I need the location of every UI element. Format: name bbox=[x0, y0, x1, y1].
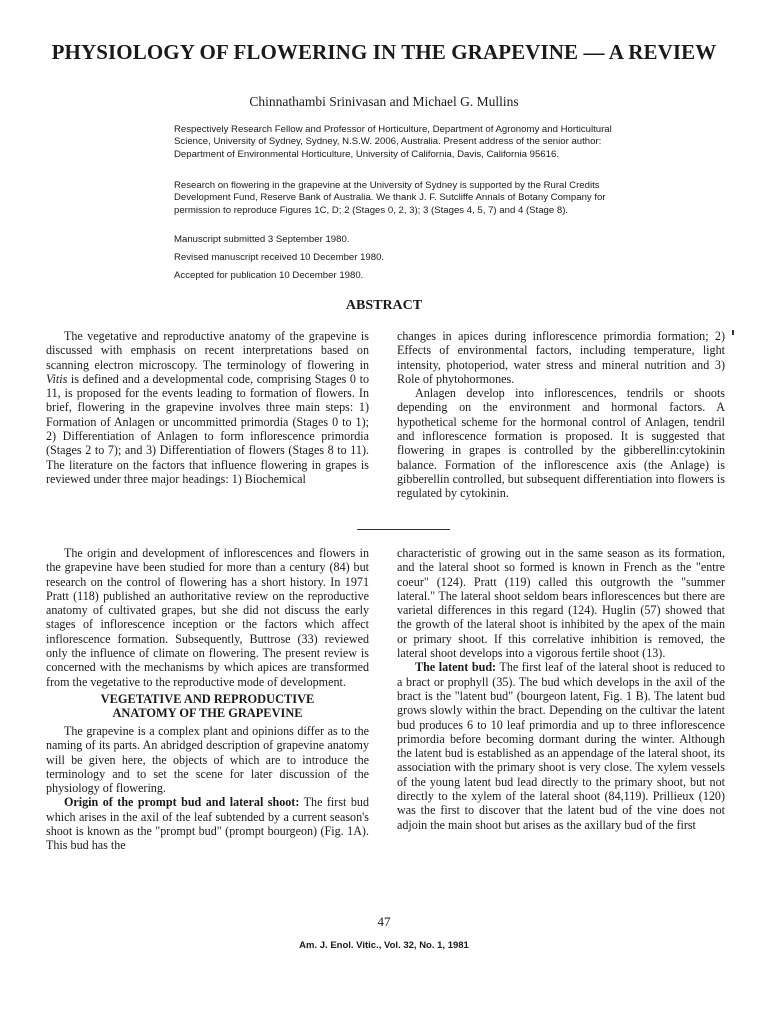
date-revised: Revised manuscript received 10 December 1980. bbox=[174, 252, 385, 263]
abstract-p1-part-b: is defined and a developmental code, comprising Stages 0 to 11, is proposed for the events leading to formation of flowers. In brief, flowering in the grapevine involves three main steps: 1) Formation of Anlagen or uncommitted primordia (Stages 0 to 1); 2) Differentiation of Anlagen to form inflorescence primordia (Stages 2 to 7); and 3) Differentiation of flowers (Stages 8 to 11). The literature on the factors that influence flowering in grapes is reviewed under three major headings: 1) Biochemical bbox=[46, 371, 369, 486]
acknowledgement-note bbox=[174, 180, 620, 217]
body-paragraph-prompt-bud bbox=[46, 795, 369, 852]
date-accepted: Accepted for publication 10 December 1980. bbox=[174, 270, 364, 281]
body-paragraph-anatomy: The grapevine is a complex plant and opinions differ as to the naming of its parts. An abridged description of grapevine anatomy will be given here, the objects of which are to introduce the terminology and to set the scene for later discussion of the physiology of flowering. bbox=[46, 723, 369, 796]
affiliation-note bbox=[174, 124, 620, 161]
prompt-bud-text: The first bud which arises in the axil of the leaf subtended by a current season's shoot is known as the "prompt bud" (prompt bourgeon) (Fig. 1A). This bud has the bbox=[46, 795, 370, 853]
section-heading-line-2: ANATOMY OF THE GRAPEVINE bbox=[112, 705, 303, 720]
journal-footer: Am. J. Enol. Vitic., Vol. 32, No. 1, 1981 bbox=[299, 940, 469, 951]
abstract-p1-italic: Vitis bbox=[46, 371, 68, 386]
abstract-divider bbox=[357, 529, 450, 530]
paper-title: PHYSIOLOGY OF FLOWERING IN THE GRAPEVINE — A REVIEW bbox=[51, 40, 717, 64]
abstract-paragraph-3: Anlagen develop into inflorescences, tendrils or shoots depending on the environment and hormonal factors. A hypothetical scheme for the hormonal control of Anlagen, tendril and inflorescence formation is proposed. It is suggested that flowering in grapes is controlled by the gibberellin:cytokinin balance. Formation of the inflorescence axis (the Anlage) is gibberellin controlled, but subsequent differentiation into flowers is regulated by cytokinin. bbox=[397, 386, 725, 501]
section-heading-line-1: VEGETATIVE AND REPRODUCTIVE bbox=[100, 691, 315, 706]
subheading-prompt-bud: Origin of the prompt bud and lateral shoot: bbox=[64, 795, 300, 810]
abstract-left-column bbox=[46, 329, 369, 486]
date-submitted: Manuscript submitted 3 September 1980. bbox=[174, 234, 350, 245]
body-paragraph-latent-bud bbox=[397, 660, 725, 832]
abstract-right-column bbox=[397, 329, 725, 501]
body-left-column bbox=[46, 546, 369, 853]
abstract-paragraph-2: changes in apices during inflorescence primordia formation; 2) Effects of environmental factors, including temperature, light intensity, photoperiod, water stress and mineral nutrition and 3) Role of phytohormones. bbox=[397, 329, 725, 386]
margin-tick bbox=[732, 330, 734, 335]
subheading-latent-bud: The latent bud: bbox=[415, 660, 497, 675]
abstract-paragraph-1 bbox=[46, 329, 369, 486]
latent-bud-text: The first leaf of the lateral shoot is reduced to a bract or prophyll (35). The bud which develops in the axil of the bract is the "latent bud" (bourgeon latent, Fig. 1 B). The latent bud grows slowly within the bract. Depending on the cultivar the latent bud produces 6 to 10 leaf primordia and up to three inflorescence primordia before becoming dormant during the winter. Although the latent bud is established as an appendage of the lateral shoot, its association with the primary shoot is very close. The xylem vessels of the young latent bud lead directly to the primary shoot, but not directly to the xylem of the lateral shoot (84,119). Prillieux (120) was the first to discover that the latent bud of the vine does not adjoin the main shoot but arises as the axillary bud of the first bbox=[397, 660, 726, 832]
authors: Chinnathambi Srinivasan and Michael G. Mullins bbox=[249, 94, 519, 109]
body-paragraph-intro: The origin and development of inflorescences and flowers in the grapevine have been studied for more than a century (84) but research on the control of flowering has a short history. In 1971 Pratt (118) published an authoritative review on the reproductive anatomy of cultivated grapes, but she did not discuss the early stages of inflorescence inception or the factors which affect inflorescence formation. Subsequently, Buttrose (33) reviewed only the influence of climate on flowering. The present review is concerned with the mechanisms by which apices are transformed from the vegetative to the reproductive mode of development. bbox=[46, 546, 369, 689]
page-number: 47 bbox=[377, 914, 391, 929]
abstract-heading: ABSTRACT bbox=[345, 298, 423, 313]
body-paragraph-lateral: characteristic of growing out in the same season as its formation, and the lateral shoot so formed is known in French as the "entre coeur" (124). Pratt (119) called this outgrowth the "summer lateral." The lateral shoot seldom bears inflorescences but there are varietal differences in this regard (124). Huglin (57) showed that the growth of the lateral shoot is inhibited by the apex of the main or primary shoot. If this correlative inhibition is removed, the lateral shoot develops into a vigorous fertile shoot (13). bbox=[397, 546, 725, 661]
abstract-p1-part-a: The vegetative and reproductive anatomy of the grapevine is discussed with emphasis on recent interpretations based on scanning electron microscopy. The terminology of flowering in bbox=[46, 329, 369, 372]
acknowledgement-text: Research on flowering in the grapevine at the University of Sydney is supported by the Rural Credits Development Fund, Reserve Bank of Australia. We thank J. F. Sutcliffe Annals of Botany Company for permission to reproduce Figures 1C, D; 2 (Stages 0, 2, 3); 3 (Stages 4, 5, 7) and 4 (Stage 8). bbox=[174, 180, 606, 216]
body-right-column bbox=[397, 546, 725, 832]
section-heading bbox=[46, 692, 369, 720]
affiliation-text: Respectively Research Fellow and Professor of Horticulture, Department of Agronomy and Horticultural Science, University of Sydney, Sydney, N.S.W. 2006, Australia. Present address of the senior author: Department of Environmental Horticulture, University of California, Davis, California 95616. bbox=[174, 124, 612, 160]
